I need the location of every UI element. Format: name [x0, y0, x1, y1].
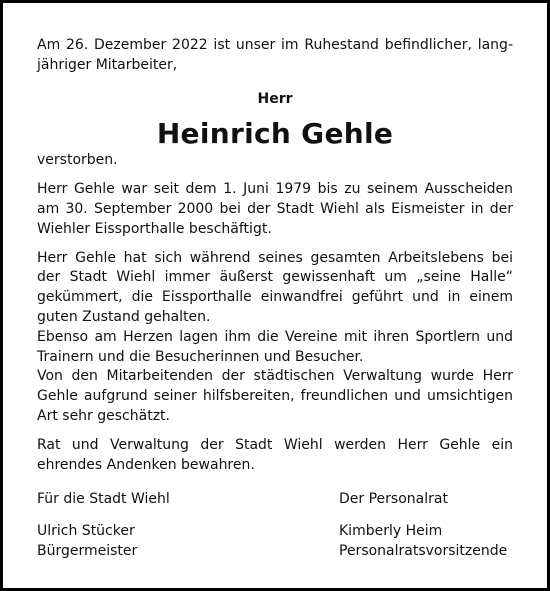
salutation: Herr	[257, 90, 293, 107]
intro-text: Am 26. Dezember 2022 ist unser im Ruhestand befindlicher, langjähriger Mitarbeiter,	[37, 37, 513, 73]
signature-left-name: Ulrich Stücker	[37, 522, 135, 539]
signature-right-title: Personalratsvorsitzende	[339, 542, 508, 559]
signature-right-org: Der Personalrat	[339, 491, 448, 507]
paragraph-appreciation: Von den Mitarbeitenden der städtischen Verwaltung wurde Herr Gehle aufgrund seiner hilfsbereiten, freundlichen und umsichtigen Art sehr geschätzt.	[37, 368, 513, 424]
paragraph-clubs: Ebenso am Herzen lagen ihm die Vereine mit ihren Sportlern und Trainern und die Besucherinnen und Besucher.	[37, 328, 513, 365]
signature-left-org: Für die Stadt Wiehl	[37, 491, 170, 507]
paragraph-dedication: Herr Gehle hat sich während seines gesamten Arbeitslebens bei der Stadt Wiehl immer äußerst gewissenhaft um „seine Halle“ gekümmert, die Eissporthalle einwandfrei geführt und in einem guten Zustand gehalten.	[37, 249, 513, 325]
deceased-name: Heinrich Gehle	[156, 117, 394, 151]
deceased-text: verstorben.	[37, 152, 118, 169]
paragraph-employment: Herr Gehle war seit dem 1. Juni 1979 bis zu seinem Ausscheiden am 30. September 2000 bei der Stadt Wiehl als Eismeister in der Wiehler Eissporthalle beschäftigt.	[37, 181, 513, 237]
signature-section	[37, 490, 513, 573]
signature-left-title: Bürgermeister	[37, 542, 138, 559]
signature-right-name: Kimberly Heim	[339, 522, 443, 539]
paragraph-remembrance: Rat und Verwaltung der Stadt Wiehl werden Herr Gehle ein ehrendes Andenken bewahren.	[37, 436, 513, 473]
